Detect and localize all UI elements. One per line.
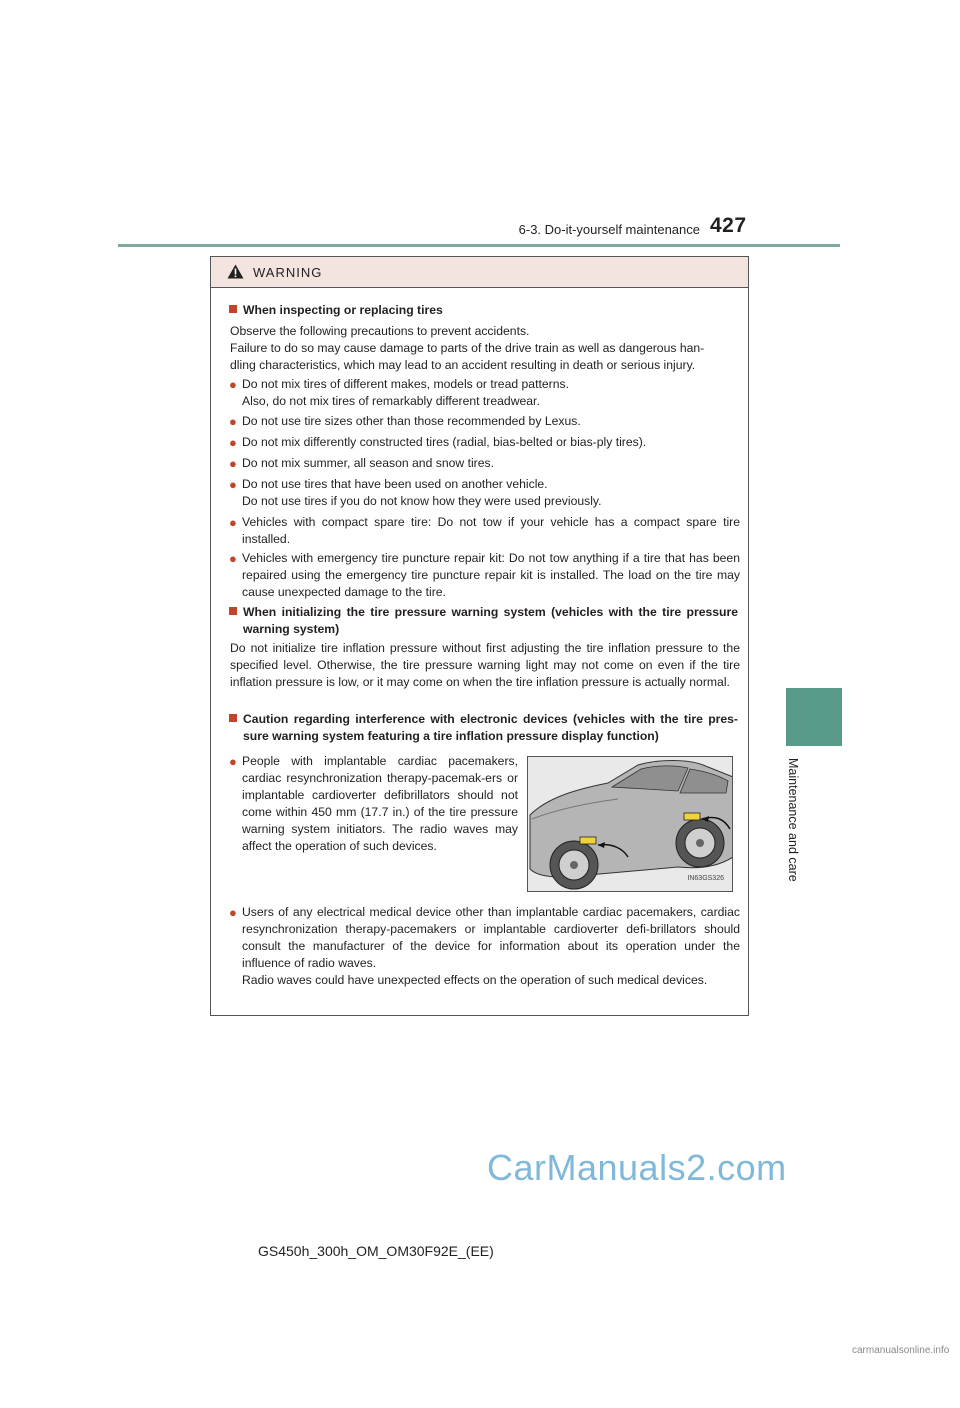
bullet-item: [229, 434, 740, 451]
section-heading-initializing: [229, 604, 738, 638]
bullet-text: Do not mix summer, all season and snow tires.: [242, 456, 494, 470]
bullet-text: Do not mix tires of different makes, models or tread patterns. Also, do not mix tires of remarkably different treadwear.: [242, 377, 569, 408]
warning-box: [210, 256, 749, 1016]
bullet-item: [229, 550, 740, 601]
heading-square-icon: [229, 305, 237, 313]
bullet-text: People with implantable cardiac pacemakers, cardiac resynchronization therapy-pacemak-ers or implantable cardioverter defibrillators should not come within 450 mm (17.7 in.) of the tire pressure warning system initiators. The radio waves may affect the operation of such devices.: [242, 754, 518, 853]
bullet-dot-icon: ●: [229, 435, 237, 450]
bullet-dot-icon: ●: [229, 456, 237, 471]
warning-title: WARNING: [253, 265, 323, 280]
section-heading-inspecting: [229, 302, 738, 319]
bullet-text: Do not use tire sizes other than those recommended by Lexus.: [242, 414, 581, 428]
bullet-dot-icon: ●: [229, 414, 237, 429]
heading-text: Caution regarding interference with electronic devices (vehicles with the tire pres-sure warning system featuring a tire inflation pressure display function): [243, 712, 738, 743]
bullet-item: [229, 376, 740, 410]
section-paragraph: Do not initialize tire inflation pressure without first adjusting the tire inflation pressure to the specified level. Otherwise, the tire pressure warning light may not come on even if the tire inflation pressure is low, or it may come on when the tire inflation pressure is actually normal.: [230, 641, 740, 689]
bullet-dot-icon: ●: [229, 905, 237, 920]
bullet-dot-icon: ●: [229, 515, 237, 530]
chapter-label-text: Maintenance and care: [786, 758, 800, 882]
heading-text: When initializing the tire pressure warning system (vehicles with the tire pressure warning system): [243, 605, 738, 636]
bullet-text: Vehicles with emergency tire puncture repair kit: Do not tow anything if a tire that has been repaired using the emergency tire puncture repair kit is installed. The load on the tire may cause unexpected damage to the tire.: [242, 551, 740, 599]
bullet-dot-icon: ●: [229, 477, 237, 492]
chapter-number: 6: [810, 1392, 818, 1408]
watermark-url: carmanualsonline.info: [852, 1345, 950, 1356]
bullet-dot-icon: ●: [229, 377, 237, 392]
bullet-item: [229, 753, 518, 855]
bullet-text: Vehicles with compact spare tire: Do not tow if your vehicle has a compact spare tire installed.: [242, 515, 740, 546]
warning-triangle-icon: [227, 264, 244, 279]
bullet-text: Users of any electrical medical device other than implantable cardiac pacemakers, cardiac resynchronization therapy-pacemakers or implantable cardioverter defi-brillators should consult the manufacturer of the device for information about its operation under the influence of radio waves. Radio waves could have unexpected effects on the operation of such medical devices.: [242, 905, 740, 987]
heading-square-icon: [229, 607, 237, 615]
bullet-text: Do not mix differently constructed tires (radial, bias-belted or bias-ply tires).: [242, 435, 647, 449]
bullet-item: [229, 904, 740, 989]
document-code: GS450h_300h_OM_OM30F92E_(EE): [258, 1243, 494, 1259]
bullet-item: [229, 413, 740, 430]
chapter-label: [784, 758, 802, 908]
page-number: 427: [710, 214, 747, 237]
tire-initiator-illustration: [527, 756, 733, 892]
heading-square-icon: [229, 714, 237, 722]
heading-text: When inspecting or replacing tires: [243, 303, 443, 317]
bullet-dot-icon: ●: [229, 754, 237, 769]
section-heading-interference: [229, 711, 738, 745]
section-paragraph: Observe the following precautions to prevent accidents. Failure to do so may cause damage to parts of the drive train as well as dangerous han- dling characteristics, which may lead to an accident resulting in death or serious injury.: [230, 324, 705, 372]
bullet-item: [229, 476, 740, 510]
header-rule: [118, 244, 840, 247]
bullet-text: Do not use tires that have been used on another vehicle. Do not use tires if you do not know how they were used previously.: [242, 477, 602, 508]
bullet-item: [229, 514, 740, 548]
bullet-item: [229, 455, 740, 472]
warning-content: [211, 287, 748, 1015]
warning-header: [211, 257, 748, 288]
section-title: 6-3. Do-it-yourself maintenance: [518, 222, 700, 237]
watermark-logo: CarManuals2.com: [487, 1147, 787, 1188]
figure-code: IN63GS326: [687, 875, 724, 882]
bullet-dot-icon: ●: [229, 551, 237, 566]
